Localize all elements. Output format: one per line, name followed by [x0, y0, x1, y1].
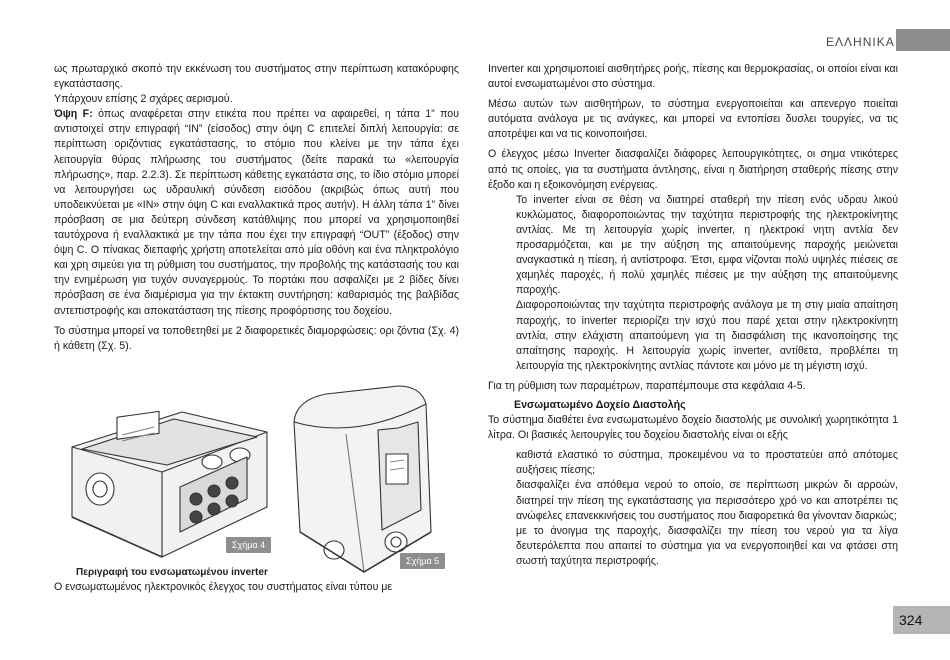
paragraph: Το inverter είναι σε θέση να διατηρεί σταθερή την πίεση ενός υδραυ λικού κυκλώματος, διαφοροποιώντας την ταχύτητα περιστροφής της ηλεκτροκίνητης αντλίας. Με τη λειτουργία χωρίς inverter, η ηλεκτροκί νητη αντλία δεν προσαρμόζεται, και με την αύξηση της απαιτούμενης παροχής μειώνεται αναγκαστικά η πίεση, ή αντίστροφα. Έτσι, εμφα νίζονται πολύ υψηλές πιέσεις σε χαμηλές παροχές, ή πολύ χαμηλές πιέσεις με την αύξηση της απαιτούμενης παροχής. — [516, 193, 898, 297]
figure-5-label: Σχήμα 5 — [400, 553, 445, 569]
figures-area — [54, 385, 464, 575]
list-item: με το άνοιγμα της παροχής, διασφαλίζει την πίεση του νερού για τα λίγα δευτερόλεπτα που απαιτεί το σύστημα για να ενεργοποιηθεί και να φτάσει στη σωστή ταχύτητα περιστροφής. — [516, 524, 898, 567]
list-item: καθιστά ελαστικό το σύστημα, προκειμένου να το προστατεύει από απότομες αυξήσεις πίεσης; — [516, 449, 898, 477]
left-column — [54, 62, 459, 354]
paragraph: Το σύστημα διαθέτει ένα ενσωματωμένο δοχείο διαστολής με συνολική χωρητικότητα 1 λίτρα. Οι βασικές λειτουργίες του δοχείου διαστολής είναι οι εξής — [488, 414, 898, 442]
list-item: διασφαλίζει ένα απόθεμα νερού το οποίο, σε περίπτωση μικρών δι αρροών, διατηρεί την πίεση της εγκατάστασης για περισσότερο χρό νο και αποτρέπει τις ανώφελες επανεκκινήσεις του συστήματος που διαφορετικά θα γίνονταν διαρκώς; — [516, 479, 898, 522]
figure-5-vertical-unit — [286, 382, 466, 578]
figure-4-label: Σχήμα 4 — [226, 537, 271, 553]
language-label: ΕΛΛΗΝΙΚΑ — [826, 35, 895, 49]
paragraph: Ο ενσωματωμένος ηλεκτρονικός έλεγχος του συστήματος είναι τύπου με — [54, 581, 393, 593]
paragraph: Μέσω αυτών των αισθητήρων, το σύστημα ενεργοποιείται και απενεργο ποιείται αυτόματα ανάλογα με τις ανάγκες, και μπορεί να εντοπίσει δυσλει τουργίες, να τις αποτρέψει και να τις κοινοποιήσει. — [488, 98, 898, 141]
paragraph: Διαφοροποιώντας την ταχύτητα περιστροφής ανάλογα με τη στιγ μιαία απαίτηση παροχής, το inverter περιορίζει την ισχύ που παρέ χεται στην ηλεκτροκίνητη αντλία, στην ελάχιστη απαιτούμενη για τη διασφάλιση της ικανοποίησης της απαίτησης παροχής. Η λειτουργία χωρίς inverter, αντίθετα, προβλέπει τη λειτουργία της ηλεκτροκίνητης αντλίας πάντοτε και μόνο με τη μέγιστη ισχύ. — [516, 299, 898, 372]
paragraph: ως πρωταρχικό σκοπό την εκκένωση του συστήματος στην περίπτωση κατακόρυφης εγκατάστασης. — [54, 63, 459, 91]
paragraph: Για τη ρύθμιση των παραμέτρων, παραπέμπουμε στα κεφάλαια 4-5. — [488, 379, 806, 392]
view-f-label: Όψη F: — [54, 108, 93, 121]
page-number: 324 — [893, 606, 950, 634]
paragraph: Ο έλεγχος μέσω Inverter διασφαλίζει διάφορες λειτουργικότητες, οι σημα ντικότερες από τις οποίες, για τα συστήματα άντλησης, είναι η διατήρηση σταθερής πίεσης στην έξοδο και η εξοικονόμηση ενέργειας. — [488, 148, 898, 191]
paragraph — [54, 107, 459, 318]
paragraph: Υπάρχουν επίσης 2 σχάρες αερισμού. — [54, 93, 233, 106]
paragraph: Inverter και χρησιμοποιεί αισθητήρες ροής, πίεσης και θερμοκρασίας, οι οποίοι είναι και αυτοί ενσωματωμένοι στο σύστημα. — [488, 63, 898, 91]
section-heading: Περιγραφή του ενσωματωμένου inverter — [76, 567, 268, 578]
paragraph: Το σύστημα μπορεί να τοποθετηθεί με 2 διαφορετικές διαμορφώσεις: ορι ζόντια (Σχ. 4) ή κάθετη (Σχ. 5). — [54, 324, 459, 352]
view-f-text: όπως αναφέρεται στην ετικέτα που πρέπει να αφαιρεθεί, η τάπα 1” που αντιστοιχεί στην επιγραφή “IN” (είσοδος) στην όψη C επιτελεί διπλή λειτουργία: σε περίπτωση οριζόντιας εγκατάστασης, το στόμιο που κλείνει με την τάπα έχει λειτουργία θύρας πλήρωσης του συστήματος (δείτε παρακά τω «λειτουργία πλήρωσης», παρ. 2.2.3). Σε περίπτωση κάθετης εγκατάστα σης, το ίδιο στόμιο μπορεί να λειτουργήσει ως υδραυλική σύνδεση εισόδου (ακριβώς όπως αυτή που υποδεικνύεται με «IN» στην όψη C και εναλλακτικά προς αυτήν). Η άλλη τάπα 1” δίνει πρόσβαση σε μια δεύτερη σύνδεση κατάθλιψης που μπορεί να χρησιμοποιηθεί ταυτόχρονα ή εναλλακτικά με την τάπα που έχει την επιγραφή “OUT” (έξοδος) στην όψη C. Ο πίνακας διεπαφής χρήστη αποτελείται από μία οθόνη και ένα πληκτρολόγιο και χρη σιμεύει για τη ρύθμιση του συστήματος, την προβολής της κατάστασής του και την ενημέρωση για τυχόν συναγερμούς. Το πορτάκι που ασφαλίζει με 2 βίδες δίνει πρόσβαση σε ένα διαμέρισμα για την έκτακτη συντήρηση: καθαρισμός της βαλβίδας αντεπιστροφής και αποκατάσταση της πίεσης προφόρτισης του δοχείου. — [54, 108, 459, 317]
section-heading: Ενσωματωμένο Δοχείο Διαστολής — [514, 398, 686, 411]
header-tab-marker — [896, 29, 950, 51]
right-column — [488, 62, 898, 569]
